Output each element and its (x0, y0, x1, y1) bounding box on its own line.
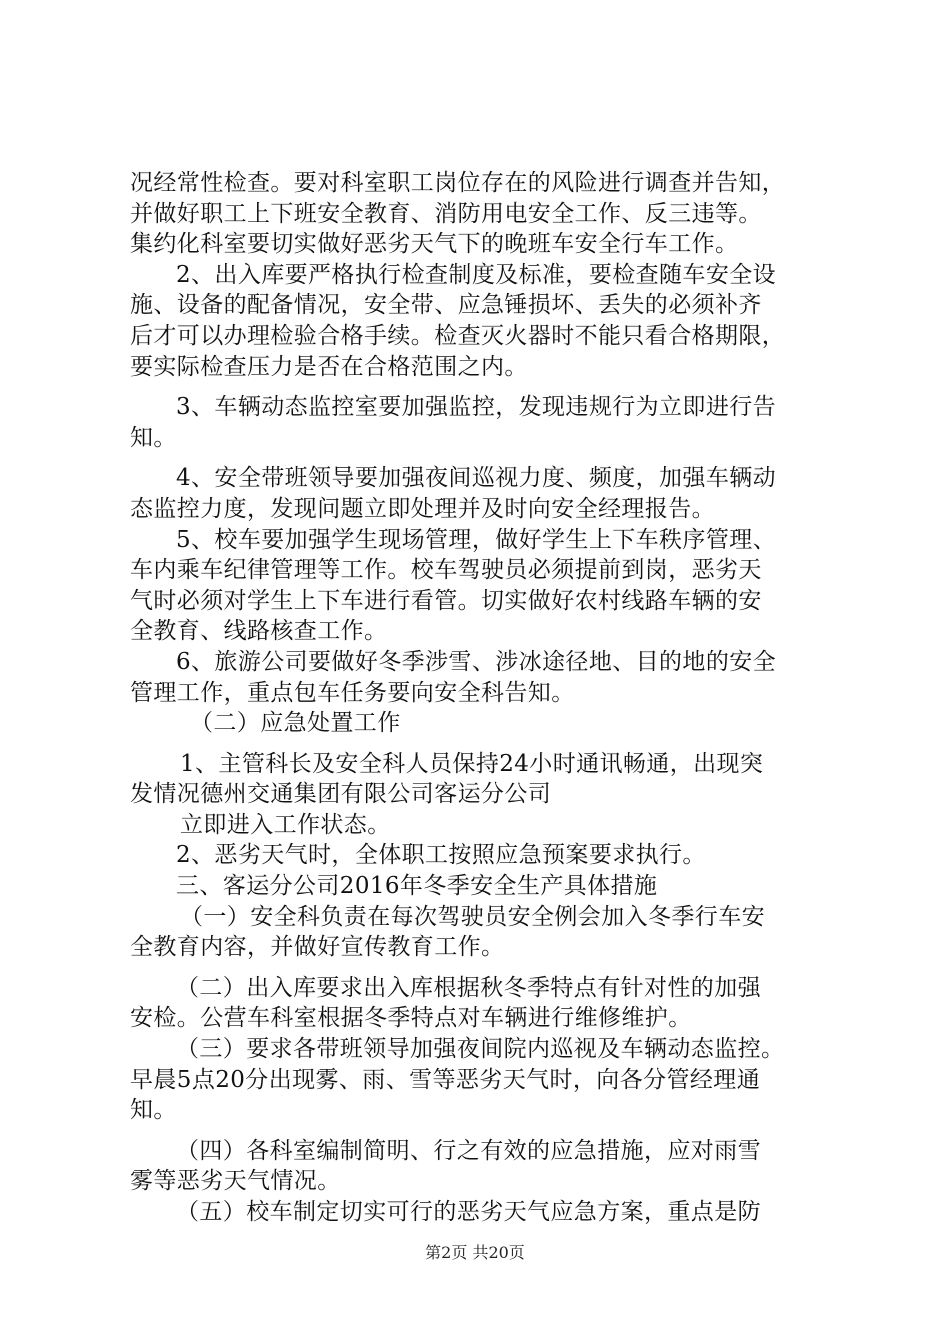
text-line: 后才可以办理检验合格手续。检查灭火器时不能只看合格期限， (130, 322, 786, 349)
text-line: 车内乘车纪律管理等工作。校车驾驶员必须提前到岗，恶劣天 (130, 557, 762, 584)
text-line: 全教育内容，并做好宣传教育工作。 (130, 934, 505, 961)
text-line: 3、车辆动态监控室要加强监控，发现违规行为立即进行告 (176, 394, 777, 421)
text-line: 施、设备的配备情况，安全带、应急锤损坏、丢失的必须补齐 (130, 292, 762, 319)
text-line: （一）安全科负责在每次驾驶员安全例会加入冬季行车安 (180, 903, 765, 930)
text-line: 2、恶劣天气时，全体职工按照应急预案要求执行。 (176, 842, 706, 869)
text-line: （二）出入库要求出入库根据秋冬季特点有针对性的加强 (176, 974, 761, 1001)
text-line: 管理工作，重点包车任务要向安全科告知。 (130, 679, 575, 706)
section-heading: 三、客运分公司2016年冬季安全生产具体措施 (176, 873, 658, 900)
text-line: 集约化科室要切实做好恶劣天气下的晚班车安全行车工作。 (130, 231, 739, 258)
text-line: 安检。公营车科室根据冬季特点对车辆进行维修维护。 (130, 1005, 692, 1032)
text-line: 2、出入库要严格执行检查制度及标准，要检查随车安全设 (176, 261, 777, 288)
text-line: 要实际检查压力是否在合格范围之内。 (130, 353, 528, 380)
text-line: 6、旅游公司要做好冬季涉雪、涉冰途径地、目的地的安全 (176, 648, 777, 675)
text-line: （三）要求各带班领导加强夜间院内巡视及车辆动态监控。 (176, 1036, 785, 1063)
document-body (130, 168, 830, 1228)
section-heading: （二）应急处置工作 (190, 710, 401, 737)
text-line: 早晨5点20分出现雾、雨、雪等恶劣天气时，向各分管经理通 (130, 1066, 761, 1093)
text-line: 发情况德州交通集团有限公司客运分公司 (130, 781, 552, 808)
text-line: 全教育、线路核查工作。 (130, 618, 388, 645)
text-line: （五）校车制定切实可行的恶劣天气应急方案，重点是防 (176, 1199, 761, 1225)
text-line: 并做好职工上下班安全教育、消防用电安全工作、反三违等。 (130, 200, 762, 227)
text-line: 况经常性检查。要对科室职工岗位存在的风险进行调查并告知， (130, 170, 786, 196)
text-line: 4、安全带班领导要加强夜间巡视力度、频度，加强车辆动 (176, 465, 777, 492)
text-line: 知。 (130, 1097, 177, 1124)
text-line: 立即进入工作状态。 (180, 811, 391, 838)
text-line: 1、主管科长及安全科人员保持24小时通讯畅通，出现突 (180, 750, 764, 777)
text-line: （四）各科室编制简明、行之有效的应急措施，应对雨雪 (176, 1137, 761, 1164)
text-line: 5、校车要加强学生现场管理，做好学生上下车秩序管理、 (176, 526, 777, 553)
text-line: 气时必须对学生上下车进行看管。切实做好农村线路车辆的安 (130, 587, 762, 614)
text-line: 雾等恶劣天气情况。 (130, 1168, 341, 1195)
page-number-footer: 第2页 共20页 (425, 1243, 525, 1262)
text-line: 知。 (130, 424, 177, 451)
text-line: 态监控力度，发现问题立即处理并及时向安全经理报告。 (130, 495, 715, 522)
